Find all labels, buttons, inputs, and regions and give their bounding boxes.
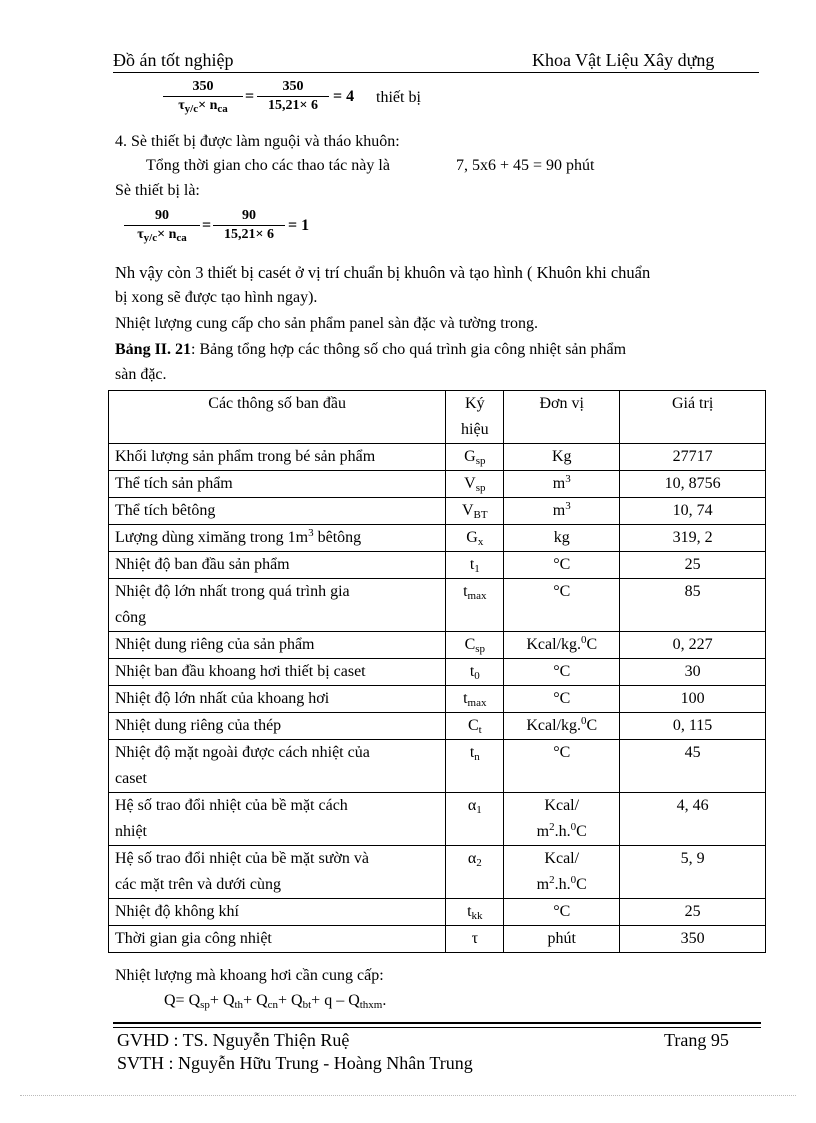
eq2-fraction-left (124, 208, 200, 243)
cell-unit: Kcal/ $m^2.h.^0C$ (504, 846, 620, 899)
cell-symbol: $G_x$ (446, 525, 504, 552)
eq1-num2: 350 (257, 79, 329, 97)
header-value: Giá trị (620, 391, 766, 444)
supply-heat-text: Nhiệt lượng mà khoang hơi cần cung cấp: (115, 967, 384, 984)
cell-unit: °C (504, 579, 620, 632)
cell-symbol: $G_{sp}$ (446, 444, 504, 471)
cell-symbol: $t_1$ (446, 552, 504, 579)
cell-symbol: $C_{sp}$ (446, 632, 504, 659)
eq1-num: 350 (163, 79, 243, 97)
eq1-result: = 4 (333, 88, 355, 105)
cell-symbol: $t_{max}$ (446, 579, 504, 632)
cell-param: Khối lượng sản phẩm trong bé sản phẩm (109, 444, 446, 471)
caption-label: Bảng II. 21 (115, 341, 192, 358)
cell-unit: °C (504, 659, 620, 686)
header-unit: Đơn vị (504, 391, 620, 444)
table-caption-line2: sàn đặc. (115, 366, 167, 383)
parameters-table (108, 390, 766, 953)
header-symbol: Ký hiệu (446, 391, 504, 444)
eq1-equals: = (245, 88, 255, 105)
cell-value: 10, 74 (620, 498, 766, 525)
cell-value: 85 (620, 579, 766, 632)
cell-param: Nhiệt dung riêng của sản phẩm (109, 632, 446, 659)
cell-value: 5, 9 (620, 846, 766, 899)
table-row (109, 713, 766, 740)
header-rule (113, 72, 759, 73)
table-header-row (109, 391, 766, 444)
paragraph-nh-line1: Nh vậy còn 3 thiết bị casét ở vị trí chuẩn bị khuôn và tạo hình ( Khuôn khi chuẩn (115, 263, 651, 282)
caption-text: : Bảng tổng hợp các thông số cho quá trình gia công nhiệt sản phẩm (191, 341, 627, 358)
cell-unit: $m^3$ (504, 498, 620, 525)
cell-value: 30 (620, 659, 766, 686)
header-right: Khoa Vật Liệu Xây dựng (532, 50, 715, 70)
footer-page-number: Trang 95 (664, 1030, 729, 1050)
table-row (109, 632, 766, 659)
header-left: Đồ án tốt nghiệp (113, 50, 234, 70)
table-caption (115, 339, 626, 361)
table-row (109, 740, 766, 793)
cell-value: 25 (620, 552, 766, 579)
cell-unit: °C (504, 899, 620, 926)
cell-param: Nhiệt độ mặt ngoài được cách nhiệt của caset (109, 740, 446, 793)
table-row (109, 659, 766, 686)
cell-unit: kg (504, 525, 620, 552)
cell-unit: °C (504, 552, 620, 579)
cell-param: Thể tích bêtông (109, 498, 446, 525)
cell-value: 10, 8756 (620, 471, 766, 498)
table-row (109, 471, 766, 498)
table-row (109, 686, 766, 713)
cell-param: Nhiệt độ ban đầu sản phẩm (109, 552, 446, 579)
cell-value: 27717 (620, 444, 766, 471)
cell-unit: Kg (504, 444, 620, 471)
cell-unit: Kcal/kg.$^0$C (504, 632, 620, 659)
cell-unit: Kcal/ $m^2.h.^0C$ (504, 793, 620, 846)
total-time-calc: 7, 5x6 + 45 = 90 phút (456, 157, 595, 174)
cell-unit: °C (504, 686, 620, 713)
cell-symbol: $t_n$ (446, 740, 504, 793)
cell-symbol: $\alpha_1$ (446, 793, 504, 846)
cell-param: Nhiệt độ lớn nhất trong quá trình gia công (109, 579, 446, 632)
footer-svth: SVTH : Nguyễn Hữu Trung - Hoàng Nhân Trung (117, 1053, 473, 1073)
table-row (109, 926, 766, 953)
cell-unit: phút (504, 926, 620, 953)
cell-unit: °C (504, 740, 620, 793)
device-count-label: Sè thiết bị là: (115, 182, 200, 199)
eq2-den: $\tau_{y/c}\times n_{ca}$ (137, 227, 187, 244)
cell-param: Thời gian gia công nhiệt (109, 926, 446, 953)
table-row (109, 552, 766, 579)
cell-param: Nhiệt độ lớn nhất của khoang hơi (109, 686, 446, 713)
heat-paragraph: Nhiệt lượng cung cấp cho sản phẩm panel sàn đặc và tường trong. (115, 315, 539, 332)
cell-unit: Kcal/kg.$^0$C (504, 713, 620, 740)
table-row (109, 899, 766, 926)
cell-value: 4, 46 (620, 793, 766, 846)
table-row (109, 793, 766, 846)
table-row (109, 579, 766, 632)
eq1-suffix: thiết bị (376, 89, 421, 106)
cell-value: 0, 115 (620, 713, 766, 740)
cell-param: Hệ số trao đổi nhiệt của bề mặt sườn và các mặt trên và dưới cùng (109, 846, 446, 899)
eq2-num: 90 (124, 208, 200, 226)
cell-param: Lượng dùng ximăng trong $1m^3$ bêtông (109, 525, 446, 552)
eq2-result: = 1 (288, 217, 310, 234)
eq2-den2: 15,21× 6 (224, 227, 274, 242)
cell-symbol: $t_{kk}$ (446, 899, 504, 926)
table-row (109, 846, 766, 899)
eq2-equals: = (202, 217, 212, 234)
cell-value: 100 (620, 686, 766, 713)
cell-param: Nhiệt ban đầu khoang hơi thiết bị caset (109, 659, 446, 686)
cell-symbol: $C_t$ (446, 713, 504, 740)
heat-formula: $Q= Q_{sp}+ Q_{th}+ Q_{cn}+ Q_{bt}+ q - Q_{thxm}$. (164, 992, 387, 1011)
table-row (109, 444, 766, 471)
cell-symbol: $V_{sp}$ (446, 471, 504, 498)
cell-param: Nhiệt độ không khí (109, 899, 446, 926)
cell-value: 350 (620, 926, 766, 953)
footer-rule-bottom (113, 1027, 761, 1028)
footer-gvhd: GVHD : TS. Nguyễn Thiện Ruệ (117, 1030, 350, 1050)
eq1-fraction-right (257, 79, 329, 114)
cell-unit: $m^3$ (504, 471, 620, 498)
eq2-num2: 90 (213, 208, 285, 226)
cell-param: Nhiệt dung riêng của thép (109, 713, 446, 740)
total-time-text: Tổng thời gian cho các thao tác này là (146, 157, 390, 174)
cell-param: Hệ số trao đổi nhiệt của bề mặt cách nhiệt (109, 793, 446, 846)
cell-symbol: $V_{BT}$ (446, 498, 504, 525)
cell-symbol: $\alpha_2$ (446, 846, 504, 899)
header-param: Các thông số ban đầu (109, 391, 446, 444)
page-bottom-dots (20, 1095, 796, 1096)
cell-value: 319, 2 (620, 525, 766, 552)
eq1-den2: 15,21× 6 (268, 98, 318, 113)
cell-value: 25 (620, 899, 766, 926)
table-row (109, 498, 766, 525)
footer-rule-top (113, 1022, 761, 1024)
cell-value: 0, 227 (620, 632, 766, 659)
eq2-fraction-right (213, 208, 285, 243)
cell-symbol: $t_{max}$ (446, 686, 504, 713)
eq1-fraction-left (163, 79, 243, 114)
cell-symbol: $t_0$ (446, 659, 504, 686)
paragraph-nh-line2: bị xong sẽ được tạo hình ngay). (115, 289, 318, 306)
eq1-den: $\tau_{y/c}\times n_{ca}$ (178, 98, 228, 115)
cell-param: Thể tích sản phẩm (109, 471, 446, 498)
cell-value: 45 (620, 740, 766, 793)
table-row (109, 525, 766, 552)
item-4: 4. Sè thiết bị được làm nguội và tháo khuôn: (115, 133, 400, 150)
cell-symbol: τ (446, 926, 504, 953)
